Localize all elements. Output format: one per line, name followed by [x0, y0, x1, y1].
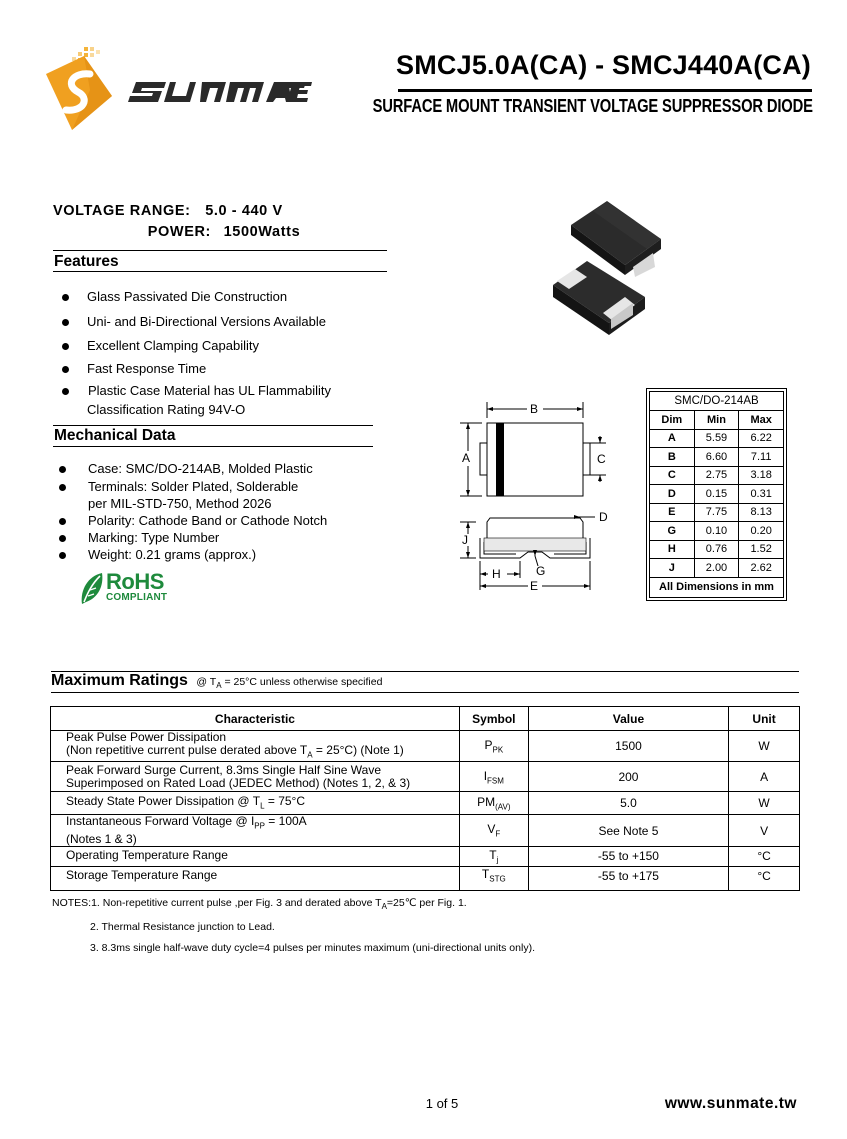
- table-cell: 2.75: [694, 466, 739, 485]
- symbol-cell: [459, 846, 528, 866]
- column-header: Unit: [729, 707, 800, 731]
- value-cell: -55 to +175: [528, 866, 728, 890]
- table-row: [51, 866, 800, 890]
- dim-label-e: E: [530, 579, 539, 593]
- table-cell: 2.62: [739, 559, 784, 578]
- dimensions-table-footer: All Dimensions in mm: [650, 577, 784, 597]
- symbol: T: [481, 866, 490, 881]
- list-item: Glass Passivated Die Construction: [53, 289, 393, 314]
- voltage-range-value: 5.0 - 440 V: [205, 203, 283, 219]
- condition-text: = 25°C unless otherwise specified: [221, 676, 383, 688]
- table-cell: 3.18: [739, 466, 784, 485]
- dimensions-table-frame: [646, 388, 787, 601]
- subscript: A: [307, 750, 313, 760]
- package-outline-drawing: [450, 398, 620, 598]
- voltage-range-row: [53, 203, 283, 219]
- note-1: [52, 893, 812, 917]
- characteristic-cell: [51, 762, 460, 792]
- table-cell: 0.31: [739, 485, 784, 504]
- ratings-condition: [196, 676, 383, 691]
- table-cell: E: [650, 503, 695, 522]
- characteristic-line: Peak Pulse Power Dissipation: [66, 730, 227, 744]
- list-item: Uni- and Bi-Directional Versions Available: [53, 314, 393, 338]
- features-top-rule: [53, 250, 387, 251]
- text: = 25°C) (Note 1): [312, 743, 404, 757]
- dimensions-table-title: SMC/DO-214AB: [650, 392, 784, 411]
- mechanical-list: [50, 461, 390, 564]
- characteristic-cell: [51, 815, 460, 846]
- note-2: 2. Thermal Resistance junction to Lead.: [90, 921, 275, 934]
- value-cell: 1500: [528, 731, 728, 762]
- unit-cell: °C: [729, 866, 800, 890]
- table-cell: B: [650, 448, 695, 467]
- symbol: T: [489, 848, 497, 863]
- table-cell: 0.76: [694, 540, 739, 559]
- notes-section: [52, 893, 812, 959]
- symbol-cell: [459, 792, 528, 815]
- column-header: Characteristic: [51, 707, 460, 731]
- brand-name: SUNMATE: [224, 123, 234, 125]
- list-item-continued: [50, 496, 390, 513]
- symbol-cell: [459, 731, 528, 762]
- table-cell: 7.75: [694, 503, 739, 522]
- table-cell: H: [650, 540, 695, 559]
- text: Instantaneous Forward Voltage @ I: [66, 814, 255, 829]
- symbol: PM: [477, 795, 496, 810]
- condition-text: @ T: [196, 676, 217, 688]
- subscript: A: [381, 902, 387, 912]
- list-item: Marking: Type Number: [50, 530, 390, 547]
- table-cell: G: [650, 522, 695, 541]
- list-item: Terminals: Solder Plated, Solderable: [50, 479, 390, 496]
- page-number: 1 of 5: [425, 1096, 459, 1111]
- document-subtitle: SURFACE MOUNT TRANSIENT VOLTAGE SUPPRESSOR DIODE: [372, 96, 813, 116]
- mechanical-heading: Mechanical Data: [54, 427, 176, 444]
- ratings-bottom-rule: [51, 692, 799, 693]
- symbol-subscript: j: [496, 855, 499, 865]
- characteristic-line: Superimposed on Rated Load (JEDEC Method) (Notes 1, 2, & 3): [66, 775, 411, 790]
- table-row: [51, 792, 800, 815]
- unit-cell: W: [729, 792, 800, 815]
- characteristic-line: Peak Forward Surge Current, 8.3ms Single Half Sine Wave: [66, 762, 382, 777]
- list-item-text: per MIL-STD-750, Method 2026: [88, 496, 272, 511]
- note-3: 3. 8.3ms single half-wave duty cycle=4 pulses per minutes maximum (uni-directional units only).: [90, 942, 535, 955]
- features-heading: Features: [54, 253, 119, 270]
- characteristic-line: (Notes 1 & 3): [66, 831, 137, 846]
- table-cell: 5.59: [694, 429, 739, 448]
- symbol-cell: [459, 866, 528, 890]
- symbol-subscript: FSM: [487, 776, 504, 786]
- dim-label-b: B: [530, 402, 539, 416]
- table-cell: 1.52: [739, 540, 784, 559]
- dim-label-a: A: [462, 451, 471, 465]
- sunmate-logo: [44, 44, 312, 134]
- symbol: V: [487, 822, 496, 837]
- characteristic-line: [66, 744, 459, 761]
- table-cell: 0.20: [739, 522, 784, 541]
- list-item-text: Classification Rating 94V-O: [87, 402, 246, 417]
- text: = 100A: [264, 814, 307, 829]
- value-cell: -55 to +150: [528, 846, 728, 866]
- table-row: [650, 503, 784, 522]
- value-cell: 5.0: [528, 792, 728, 815]
- list-item: Case: SMC/DO-214AB, Molded Plastic: [50, 461, 390, 479]
- website-link[interactable]: www.sunmate.tw: [664, 1095, 797, 1112]
- table-row: [51, 762, 800, 792]
- column-header: Min: [694, 411, 739, 430]
- text: (Non repetitive current pulse derated above T: [66, 743, 308, 757]
- rohs-title: RoHS: [106, 569, 164, 594]
- table-row: [650, 522, 784, 541]
- ratings-heading: [51, 672, 382, 690]
- symbol-cell: [459, 762, 528, 792]
- table-cell: J: [650, 559, 695, 578]
- package-image: [545, 195, 675, 345]
- column-header: Max: [739, 411, 784, 430]
- column-header: Dim: [650, 411, 695, 430]
- mechanical-top-rule: [53, 425, 373, 426]
- symbol: I: [483, 768, 488, 783]
- rohs-compliant-badge: [78, 570, 178, 606]
- table-row: [51, 731, 800, 762]
- dim-label-g: G: [536, 564, 546, 578]
- table-cell: 0.10: [694, 522, 739, 541]
- dim-label-h: H: [492, 567, 501, 581]
- table-cell: 2.00: [694, 559, 739, 578]
- text: NOTES:1. Non-repetitive current pulse ,per Fig. 3 and derated above T: [52, 897, 382, 909]
- unit-cell: A: [729, 762, 800, 792]
- table-cell: C: [650, 466, 695, 485]
- dimensions-table: [649, 391, 784, 598]
- unit-cell: V: [729, 815, 800, 846]
- table-cell: 8.13: [739, 503, 784, 522]
- characteristic-line: [66, 815, 459, 832]
- subscript: L: [260, 801, 265, 811]
- symbol-subscript: PK: [492, 745, 504, 755]
- symbol-subscript: STG: [489, 874, 506, 884]
- table-cell: A: [650, 429, 695, 448]
- table-row: [650, 429, 784, 448]
- voltage-range-label: VOLTAGE RANGE:: [53, 203, 191, 219]
- table-row: [650, 448, 784, 467]
- condition-subscript: A: [216, 681, 222, 691]
- power-row: [53, 224, 300, 240]
- symbol-subscript: F: [495, 829, 501, 839]
- document-title: SMCJ5.0A(CA) - SMCJ440A(CA): [396, 50, 811, 80]
- subscript: PP: [254, 821, 265, 831]
- value-cell: See Note 5: [528, 815, 728, 846]
- unit-cell: °C: [729, 846, 800, 866]
- table-cell: 0.15: [694, 485, 739, 504]
- features-list: [53, 289, 393, 420]
- table-cell: 6.22: [739, 429, 784, 448]
- text: = 75°C: [264, 793, 306, 808]
- symbol: P: [484, 738, 493, 752]
- power-label: POWER:: [147, 224, 211, 240]
- maximum-ratings-table: [50, 706, 800, 891]
- characteristic-cell: [51, 731, 460, 762]
- table-row: [51, 846, 800, 866]
- rohs-subtitle: COMPLIANT: [106, 592, 168, 603]
- list-item: Plastic Case Material has UL Flammability: [53, 383, 393, 402]
- text: Steady State Power Dissipation @ T: [66, 793, 261, 808]
- characteristic-cell: Storage Temperature Range: [51, 866, 460, 890]
- list-item: Weight: 0.21 grams (approx.): [50, 547, 390, 564]
- text: =25℃ per Fig. 1.: [386, 897, 467, 909]
- mechanical-bottom-rule: [53, 446, 373, 447]
- table-cell: 6.60: [694, 448, 739, 467]
- column-header: Symbol: [459, 707, 528, 731]
- value-cell: 200: [528, 762, 728, 792]
- power-value: 1500Watts: [223, 224, 301, 240]
- list-item-continued: [53, 402, 393, 420]
- features-bottom-rule: [53, 271, 387, 272]
- list-item: Fast Response Time: [53, 361, 393, 383]
- symbol-subscript: (AV): [495, 802, 511, 812]
- table-row: [650, 559, 784, 578]
- table-row: [51, 815, 800, 846]
- column-header: Value: [528, 707, 728, 731]
- table-cell: 7.11: [739, 448, 784, 467]
- unit-cell: W: [729, 731, 800, 762]
- list-item: Polarity: Cathode Band or Cathode Notch: [50, 513, 390, 530]
- list-item: Excellent Clamping Capability: [53, 338, 393, 361]
- title-divider: [398, 89, 812, 92]
- table-row: [650, 540, 784, 559]
- table-row: [650, 485, 784, 504]
- characteristic-cell: [51, 792, 460, 815]
- symbol-cell: [459, 815, 528, 846]
- dim-label-j: J: [462, 533, 468, 547]
- dim-label-d: D: [599, 510, 608, 524]
- ratings-title: Maximum Ratings: [51, 672, 188, 689]
- table-cell: D: [650, 485, 695, 504]
- dim-label-c: C: [597, 452, 606, 466]
- table-row: [650, 466, 784, 485]
- characteristic-cell: Operating Temperature Range: [51, 846, 460, 866]
